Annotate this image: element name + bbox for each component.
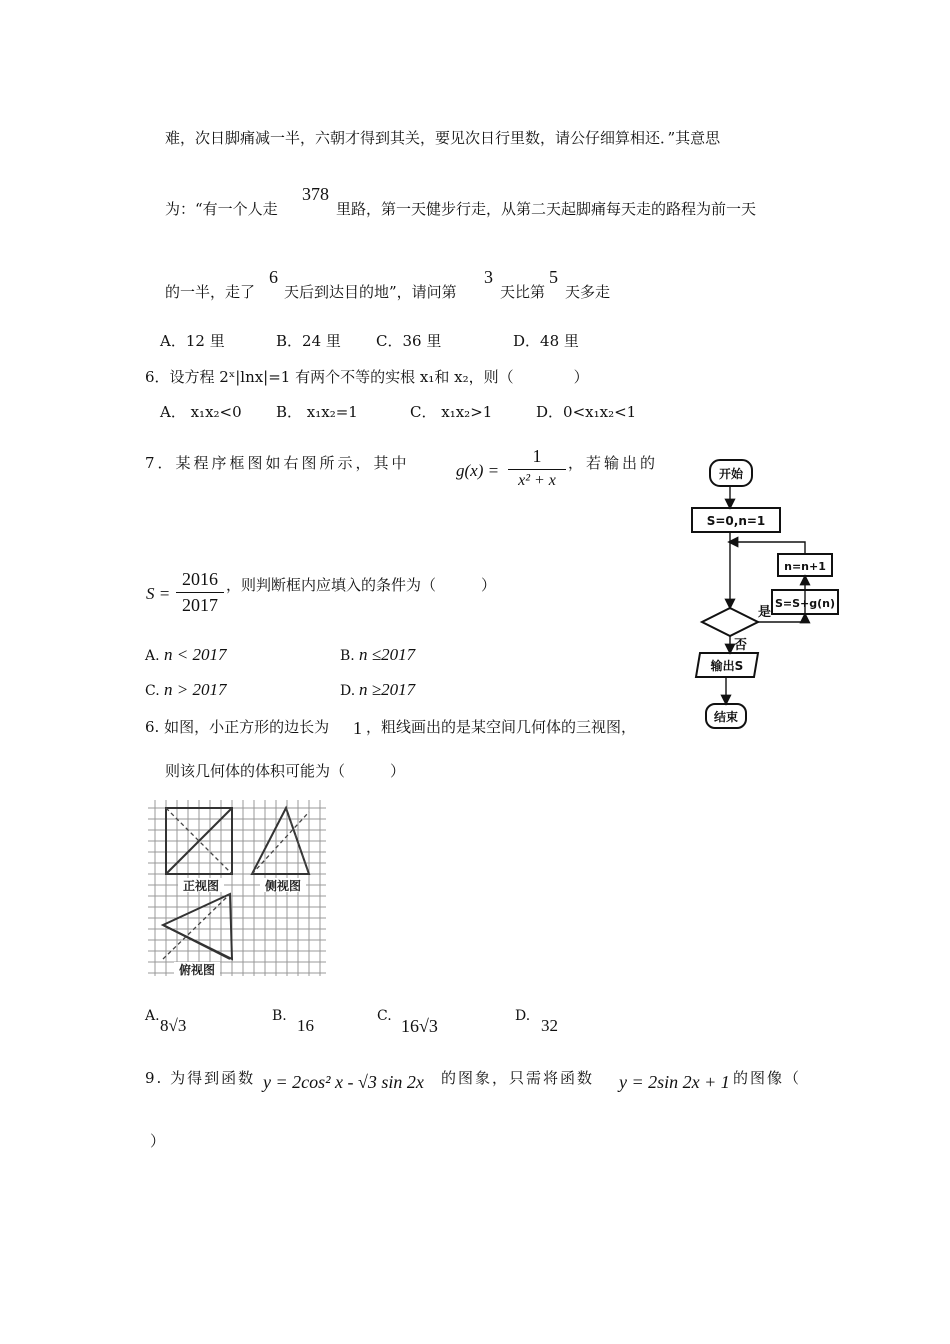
p8-option-c-letter: C.	[377, 1008, 392, 1024]
p7-stem-a: 7．某程序框图如右图所示，其中	[145, 454, 410, 472]
top-view-label: 俯视图	[178, 963, 216, 977]
flow-inc-label: n=n+1	[784, 560, 826, 573]
p7-option-c-letter: C.	[145, 683, 160, 699]
flow-no-label: 否	[734, 638, 748, 653]
p9-stem-b: 的图象，只需将函数	[441, 1069, 595, 1087]
p8-option-a-value: 8√3	[160, 1016, 187, 1035]
flow-output-label: 输出S	[710, 659, 744, 673]
p7-option-d-letter: D.	[340, 683, 356, 699]
p5-option-a: A．12 里	[160, 332, 225, 350]
p9-expr1: y = 2cos² x - √3 sin 2x	[263, 1072, 424, 1092]
p5-line3-a: 的一半，走了	[165, 283, 256, 301]
p8-stem-b: ，粗线画出的是某空间几何体的三视图，	[366, 718, 637, 736]
p5-option-c: C．36 里	[376, 332, 442, 350]
p7-option-a-expr: n < 2017	[164, 645, 227, 664]
p5-option-b: B．24 里	[276, 332, 341, 350]
p7-stem-b: ，若输出的	[568, 454, 659, 472]
p9-expr2: y = 2sin 2x + 1	[619, 1072, 730, 1092]
p8-option-d-letter: D.	[515, 1008, 531, 1024]
side-view-hidden-diagonal	[252, 812, 309, 874]
p5-day5: 5	[549, 267, 558, 287]
p7-g-fraction	[508, 446, 566, 490]
p7-g-denominator: x² + x	[518, 472, 556, 489]
top-view-hidden-line	[163, 894, 230, 959]
p5-line3-d: 天多走	[565, 283, 611, 301]
p7-option-b-expr: n ≤2017	[359, 645, 416, 664]
flow-start-label: 开始	[718, 467, 744, 481]
p8-option-b-value: 16	[297, 1016, 314, 1035]
top-view-edge	[163, 925, 230, 959]
p6-option-c: C． x₁x₂>1	[410, 403, 493, 421]
p7-option-c-expr: n > 2017	[164, 680, 227, 699]
p5-line3-b: 天后到达目的地”，请问第	[284, 283, 457, 301]
p7-s-fraction	[176, 569, 224, 616]
p7-g-numerator: 1	[532, 446, 542, 466]
flow-init-label: S=0,n=1	[706, 514, 766, 528]
p9-stem-a: 9. 为得到函数	[145, 1069, 256, 1087]
p5-line2-a: 为：“有一个人走	[165, 200, 278, 218]
p7-stem-c: ，则判断框内应填入的条件为（ ）	[226, 576, 497, 594]
p9-stem-d: ）	[150, 1132, 166, 1150]
p8-stem-c: 则该几何体的体积可能为（ ）	[165, 762, 406, 780]
p7-g-lhs: g(x) =	[456, 461, 500, 480]
p8-option-d-value: 32	[541, 1016, 558, 1035]
p8-stem-a: 6. 如图，小正方形的边长为	[145, 718, 330, 736]
flow-update-label: S=S+g(n)	[774, 597, 836, 610]
p9-stem-c: 的图像（	[733, 1069, 802, 1087]
p8-option-b-letter: B.	[272, 1008, 287, 1024]
p8-option-c-value: 16√3	[401, 1016, 438, 1036]
p5-line3-c: 天比第	[500, 283, 546, 301]
p7-option-b-letter: B.	[340, 648, 355, 664]
p5-line2-b: 里路，第一天健步行走，从第二天起脚痛每天走的路程为前一天	[336, 200, 757, 218]
flow-end-label: 结束	[713, 710, 739, 724]
flowchart	[682, 452, 852, 742]
front-view-label: 正视图	[182, 879, 220, 893]
p5-option-d: D．48 里	[513, 332, 579, 350]
p7-s-denominator: 2017	[182, 595, 218, 615]
side-view-label: 侧视图	[264, 879, 302, 893]
p7-s-lhs: S =	[146, 584, 171, 603]
p6-option-d: D．0<x₁x₂<1	[536, 403, 637, 421]
p7-s-numerator: 2016	[182, 569, 218, 589]
p5-line1: 难，次日脚痛减一半，六朝才得到其关，要见次日行里数，请公仔细算相还．”其意思	[165, 129, 721, 147]
p7-option-d-expr: n ≥2017	[359, 680, 416, 699]
p7-option-a-letter: A.	[145, 648, 160, 664]
flow-yes-label: 是	[758, 605, 772, 620]
p5-distance: 378	[302, 184, 329, 204]
p6-stem: 6．设方程 2ˣ|lnx|=1 有两个不等的实根 x₁和 x₂，则（ ）	[145, 368, 589, 386]
flow-decision-diamond	[702, 608, 758, 636]
p5-day3: 3	[484, 267, 493, 287]
p8-option-a-letter: A.	[145, 1008, 160, 1024]
p6-option-a: A． x₁x₂<0	[160, 403, 242, 421]
p5-days: 6	[269, 267, 278, 287]
three-view-figure	[148, 800, 330, 980]
p8-side-length: 1	[353, 718, 362, 738]
p6-option-b: B． x₁x₂=1	[276, 403, 358, 421]
